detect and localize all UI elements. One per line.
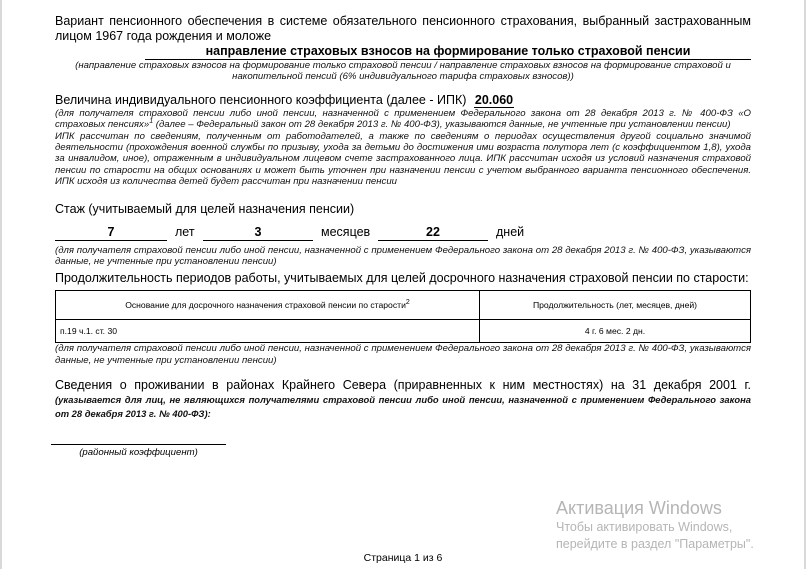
col-basis-footnote: 2 (405, 299, 410, 307)
north-title: Сведения о проживании в районах Крайнего Севера (приравненных к ним местностях) на 31 декабря 2001 г. (55, 378, 751, 393)
stazh-note: (для получателя страховой пенсии либо иной пенсии, назначенной с применением Федерального закона от 28 декабря 2013 г. № 400-ФЗ, указываются данные, не учтенные при установлении пенсии) (55, 244, 751, 268)
stazh-years-label: лет (175, 224, 195, 239)
variant-label: Вариант пенсионного обеспечения в системе обязательного пенсионного страхования, выбранный застрахованным лицом 1967 года рождения и моложе (55, 14, 751, 43)
col-basis-header (56, 291, 480, 320)
coefficient-label: (районный коэффициент) (79, 447, 198, 459)
ipk-line (55, 93, 751, 108)
early-periods-table (55, 290, 751, 343)
stazh-days: 22 (378, 225, 488, 241)
table-header-row (56, 291, 751, 320)
ipk-note-part1: (для получателя страховой пенсии либо иной пенсии, назначенной с применением Федерального закона от 28 декабря 2013 г. № 400-ФЗ «О страховых пенсиях» (55, 107, 751, 131)
duration-cell: 4 г. 6 мес. 2 дн. (480, 320, 751, 343)
stazh-months: 3 (203, 225, 313, 241)
ipk-calculation-note: ИПК рассчитан по сведениям, полученным от работодателей, а также по сведениям о периодах осуществления другой социально значимой деятельности (прохождения военной службы по призыву, ухода за детьми до достижения ими возраста полутора лет (с коэффициентом 1,8), ухода за инвалидом, иное), отраженным в индивидуальном лицевом счете застрахованного лица. ИПК рассчитан исходя из условий назначения страховой пенсии по старости на общих основаниях и может быть уточнен при назначении пенсии с учетом выбранного варианта пенсионного обеспечения. ИПК исходя из количества детей будет рассчитан при назначении пенсии (55, 130, 751, 188)
north-note: (указывается для лиц, не являющихся получателями страховой пенсии либо иной пенсии, назначенной с применением Федерального закона от 28 декабря 2013 г. № 400-ФЗ): (55, 394, 751, 420)
ipk-label: Величина индивидуального пенсионного коэффициента (далее - ИПК) (55, 92, 467, 107)
coefficient-field (51, 441, 226, 445)
early-title: Продолжительность периодов работы, учитываемых для целей досрочного назначения страховой пенсии по старости: (55, 271, 749, 286)
stazh-title: Стаж (учитываемый для целей назначения пенсии) (55, 201, 355, 216)
activation-line-2: перейдите в раздел "Параметры". (556, 537, 754, 551)
basis-cell: п.19 ч.1. ст. 30 (56, 320, 480, 343)
ipk-note-footnote: 1 (149, 118, 154, 126)
stazh-row (55, 225, 751, 245)
col-basis-label: Основание для досрочного назначения страховой пенсии по старости (125, 300, 406, 311)
activation-title: Активация Windows (556, 498, 722, 518)
col-duration-header: Продолжительность (лет, месяцев, дней) (480, 291, 751, 320)
stazh-years: 7 (55, 225, 167, 241)
viewer-left-border (0, 0, 2, 569)
document-page (55, 14, 751, 458)
table-row (56, 320, 751, 343)
ipk-note-part2: (далее – Федеральный закон от 28 декабря 2013 г. № 400-ФЗ), указываются данные, не учтенные при установлении пенсии) (153, 119, 731, 131)
variant-note: (направление страховых взносов на формирование только страховой пенсии / направление страховых взносов на формирование страховой и накопительной пенсий (6% индивидуального тарифа страховых взносов)) (75, 60, 731, 83)
page-number: Страница 1 из 6 (363, 552, 443, 564)
ipk-value: 20.060 (474, 92, 514, 107)
ipk-note (55, 108, 751, 131)
stazh-months-label: месяцев (321, 224, 371, 239)
windows-activation-watermark (556, 497, 754, 553)
stazh-days-label: дней (496, 224, 525, 239)
activation-line-1: Чтобы активировать Windows, (556, 520, 733, 534)
early-note: (для получателя страховой пенсии либо иной пенсии, назначенной с применением Федерального закона от 28 декабря 2013 г. № 400-ФЗ, указываются данные, не учтенные при установлении пенсии) (55, 343, 751, 366)
district-coefficient (51, 441, 226, 458)
selected-variant: направление страховых взносов на формирование только страховой пенсии (145, 44, 751, 60)
